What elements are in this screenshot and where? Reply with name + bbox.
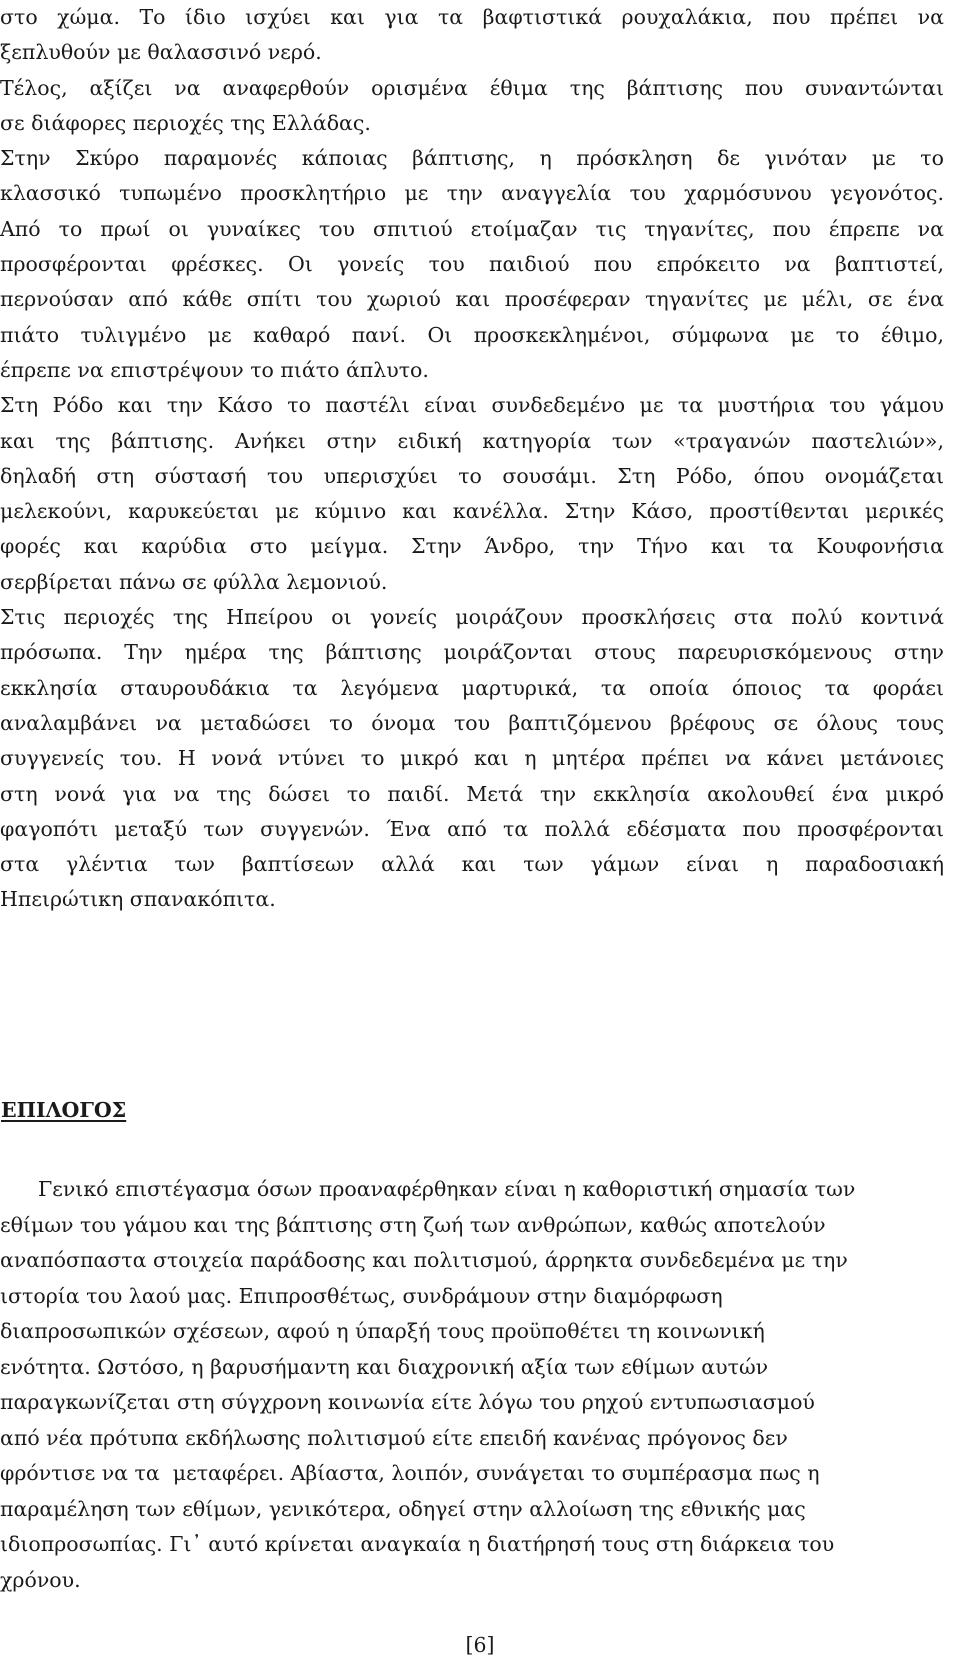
text-line: μελεκούνι, καρυκεύεται με κύμινο και κανέλλα. Στην Κάσο, προστίθενται μερικές	[0, 499, 944, 524]
text-line: σερβίρεται πάνω σε φύλλα λεμονιού.	[0, 569, 388, 594]
epilogue-line: Γενικό επιστέγασμα όσων προαναφέρθηκαν είναι η καθοριστική σημασία των	[38, 1177, 856, 1201]
text-line: συγγενείς του. Η νονά ντύνει το μικρό και η μητέρα πρέπει να κάνει μετάνοιες	[0, 746, 944, 771]
epilogue-paragraph	[0, 1172, 944, 1598]
epilogue-line: φρόντισε να τα μεταφέρει. Αβίαστα, λοιπόν, συνάγεται το συμπέρασμα πως η	[0, 1461, 820, 1485]
text-line: Από το πρωί οι γυναίκες του σπιτιού ετοίμαζαν τις τηγανίτες, που έπρεπε να	[0, 216, 944, 241]
epilogue-line: αναπόσπαστα στοιχεία παράδοσης και πολιτισμού, άρρηκτα συνδεδεμένα με την	[0, 1248, 848, 1272]
text-line: Στις περιοχές της Ηπείρου οι γονείς μοιράζουν προσκλήσεις στα πολύ κοντινά	[0, 605, 944, 630]
text-line: ξεπλυθούν με θαλασσινό νερό.	[0, 40, 322, 65]
text-line: στα γλέντια των βαπτίσεων αλλά και των γάμων είναι η παραδοσιακή	[0, 852, 944, 877]
text-line: Στη Ρόδο και την Κάσο το παστέλι είναι συνδεδεμένο με τα μυστήρια του γάμου	[0, 393, 944, 418]
text-line: Τέλος, αξίζει να αναφερθούν ορισμένα έθιμα της βάπτισης που συναντώνται	[0, 75, 944, 100]
text-line: πιάτο τυλιγμένο με καθαρό πανί. Οι προσκεκλημένοι, σύμφωνα με το έθιμο,	[0, 322, 944, 347]
text-line: αναλαμβάνει να μεταδώσει το όνομα του βαπτιζόμενου βρέφους σε όλους τους	[0, 710, 944, 735]
text-line: πρόσωπα. Την ημέρα της βάπτισης μοιράζονται στους παρευρισκόμενους στην	[0, 640, 944, 665]
text-line: εκκλησία σταυρουδάκια τα λεγόμενα μαρτυρικά, τα οποία όποιος τα φοράει	[0, 675, 944, 700]
text-line: και της βάπτισης. Ανήκει στην ειδική κατηγορία των «τραγανών παστελιών»,	[0, 428, 944, 453]
text-line: έπρεπε να επιστρέψουν το πιάτο άπλυτο.	[0, 357, 429, 382]
text-line: Ηπειρώτικη σπανακόπιτα.	[0, 887, 276, 912]
epilogue-line: διαπροσωπικών σχέσεων, αφού η ύπαρξή τους προϋποθέτει τη κοινωνική	[0, 1319, 765, 1343]
text-line: Στην Σκύρο παραμονές κάποιας βάπτισης, η πρόσκληση δε γινόταν με το	[0, 146, 944, 171]
text-line: σε διάφορες περιοχές της Ελλάδας.	[0, 110, 371, 135]
text-line: περνούσαν από κάθε σπίτι του χωριού και προσέφεραν τηγανίτες με μέλι, σε ένα	[0, 287, 944, 312]
text-line: δηλαδή στη σύστασή του υπερισχύει το σουσάμι. Στη Ρόδο, όπου ονομάζεται	[0, 463, 944, 488]
page-number: [6]	[465, 1633, 495, 1657]
text-line: στη νονά για να της δώσει το παιδί. Μετά την εκκλησία ακολουθεί ένα μικρό	[0, 781, 944, 806]
text-line: φορές και καρύδια στο μείγμα. Στην Άνδρο, την Τήνο και τα Κουφονήσια	[0, 534, 944, 559]
text-line: φαγοπότι μεταξύ των συγγενών. Ένα από τα πολλά εδέσματα που προσφέρονται	[0, 816, 944, 841]
epilogue-line: ιστορία του λαού μας. Επιπροσθέτως, συνδράμουν στην διαμόρφωση	[0, 1283, 723, 1308]
section-heading: ΕΠΙΛΟΓΟΣ	[1, 1098, 127, 1122]
epilogue-line: χρόνου.	[0, 1567, 81, 1592]
text-line: προσφέρονται φρέσκες. Οι γονείς του παιδιού που επρόκειτο να βαπτιστεί,	[0, 252, 944, 277]
epilogue-line: παραγκωνίζεται στη σύγχρονη κοινωνία είτε λόγω του ρηχού εντυπωσιασμού	[0, 1390, 815, 1414]
text-line: κλασσικό τυπωμένο προσκλητήριο με την αναγγελία του χαρμόσυνου γεγονότος.	[0, 181, 944, 206]
epilogue-line: από νέα πρότυπα εκδήλωσης πολιτισμού είτε επειδή κανένας πρόγονος δεν	[0, 1425, 788, 1450]
epilogue-line: ιδιοπροσωπίας. Γι᾽ αυτό κρίνεται αναγκαία η διατήρησή τους στη διάρκεια του	[0, 1532, 835, 1556]
epilogue-line: παραμέληση των εθίμων, γενικότερα, οδηγεί στην αλλοίωση της εθνικής μας	[0, 1496, 806, 1521]
epilogue-line: εθίμων του γάμου και της βάπτισης στη ζωή των ανθρώπων, καθώς αποτελούν	[0, 1212, 826, 1237]
epilogue-line: ενότητα. Ωστόσο, η βαρυσήμαντη και διαχρονική αξία των εθίμων αυτών	[0, 1354, 769, 1379]
text-line: στο χώμα. Το ίδιο ισχύει και για τα βαφτιστικά ρουχαλάκια, που πρέπει να	[0, 5, 944, 29]
